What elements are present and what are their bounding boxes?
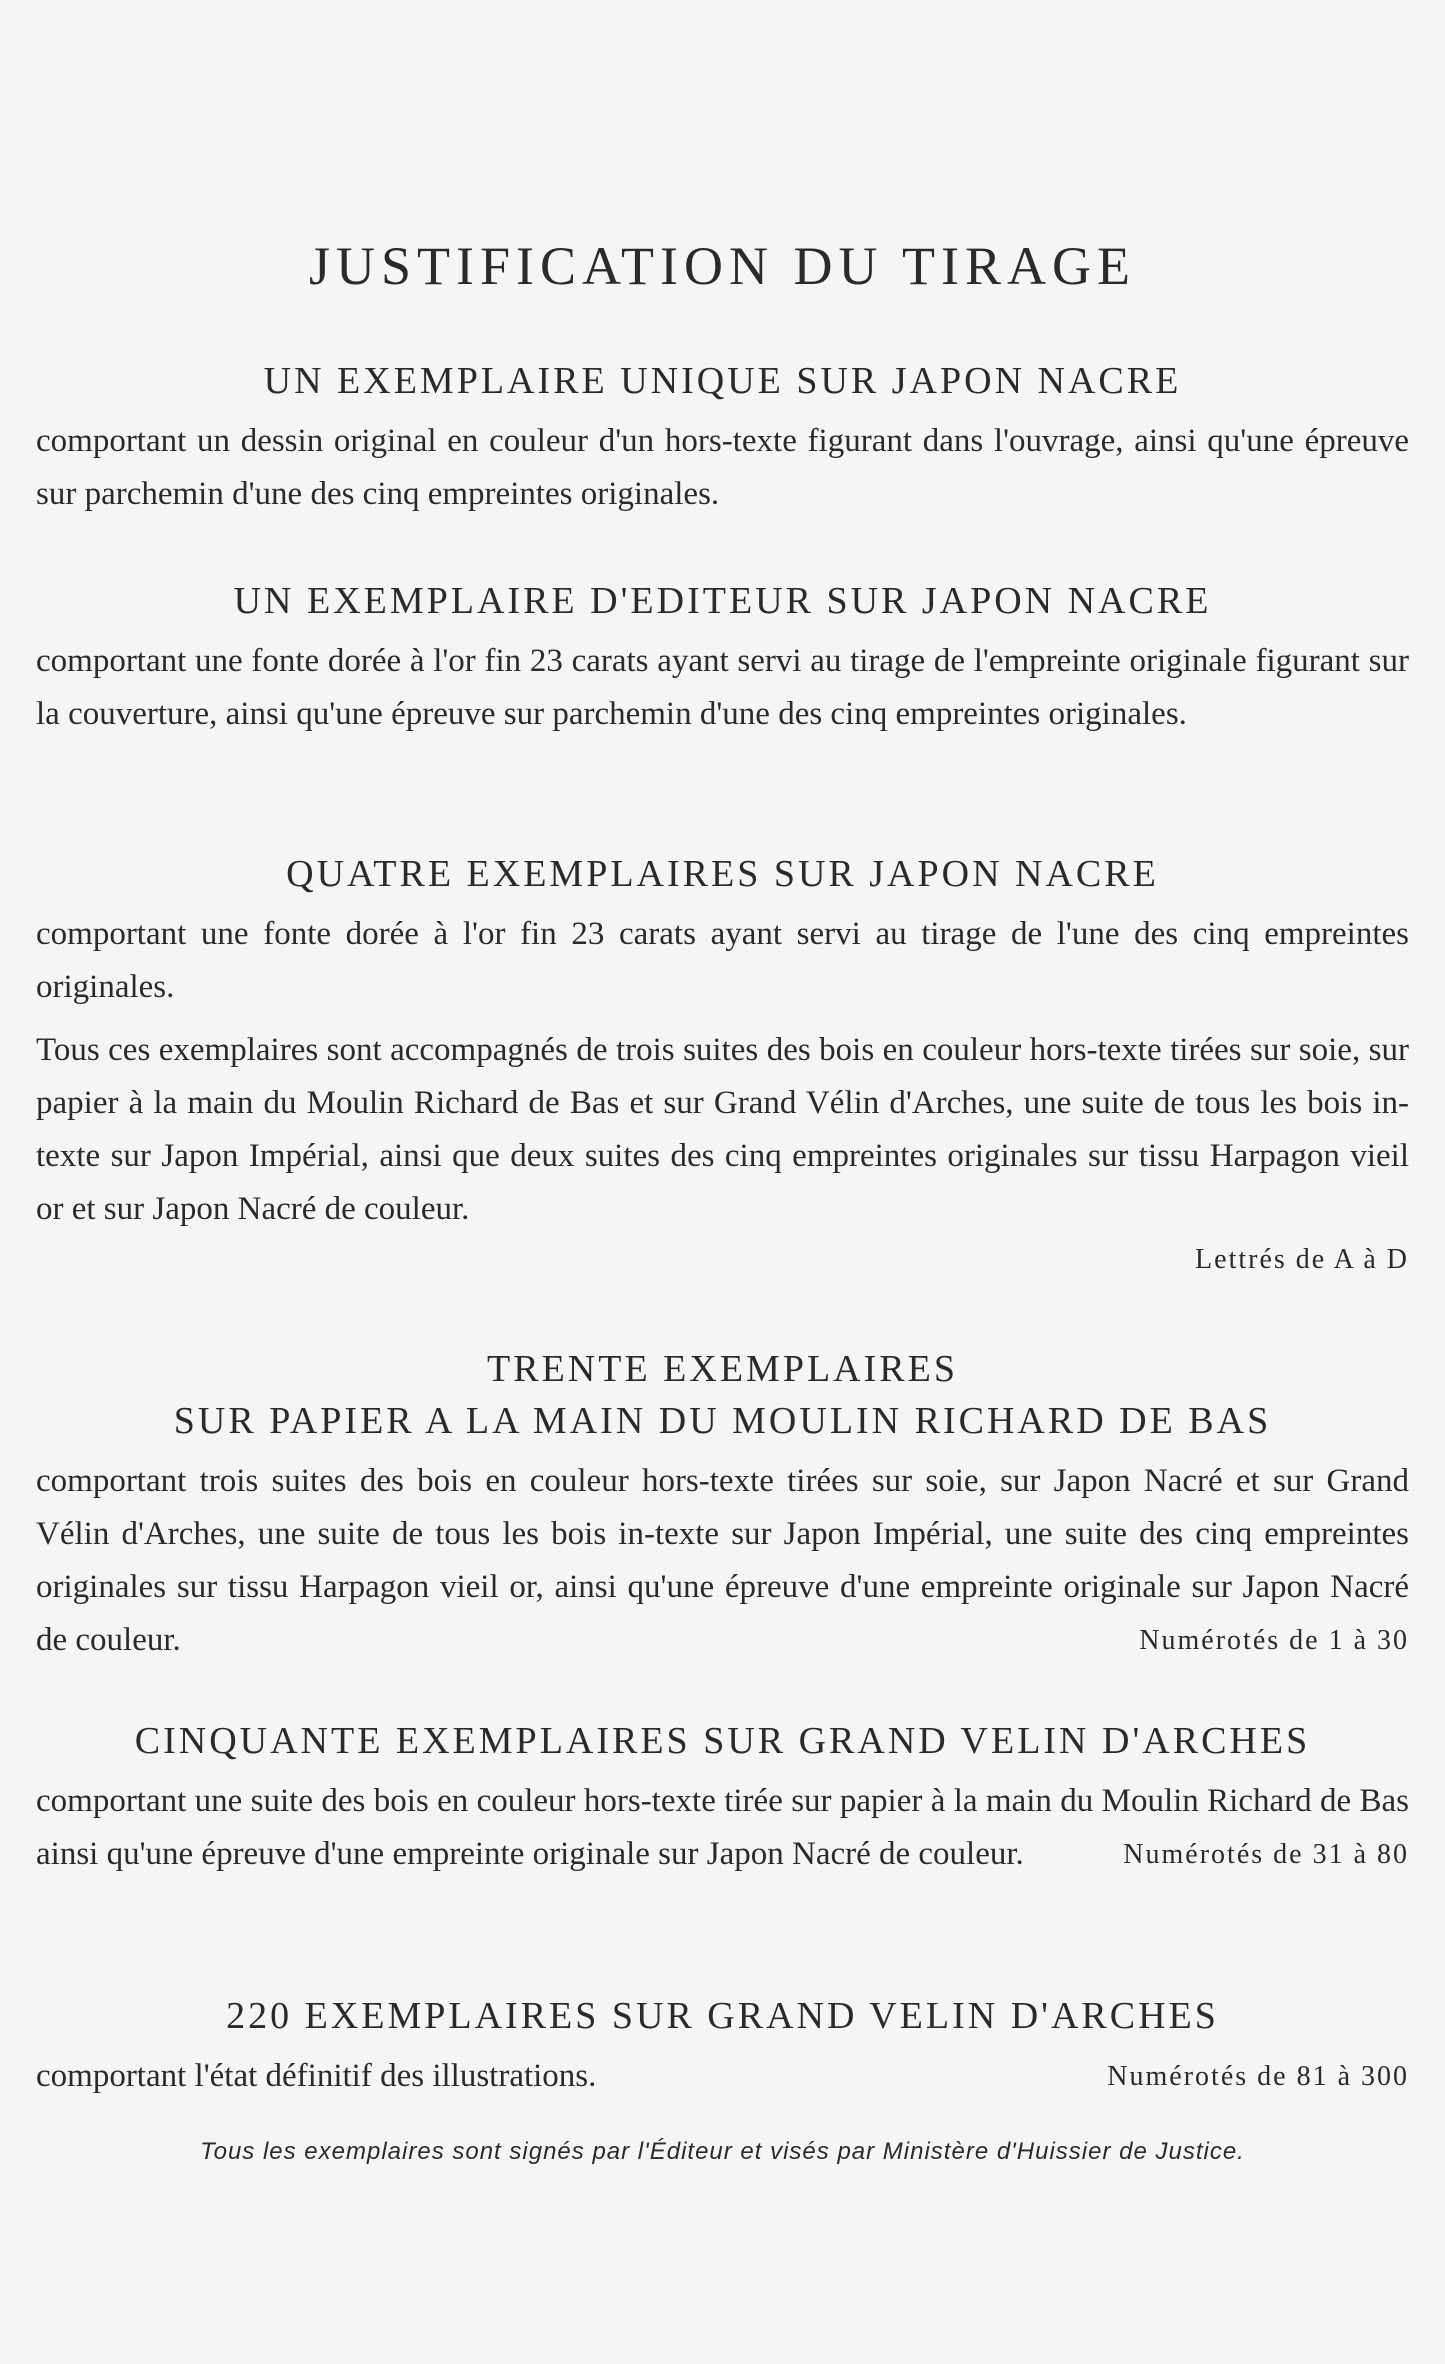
section-heading: CINQUANTE EXEMPLAIRES SUR GRAND VELIN D'ARCHES — [134, 1720, 1311, 1762]
section-body: comportant un dessin original en couleur d'un hors-texte figurant dans l'ouvrage, ainsi qu'une épreuve sur parchemin d'une des cinq empreintes originales. — [36, 423, 1409, 512]
section-body — [36, 2050, 1409, 2103]
section-body: comportant une fonte dorée à l'or fin 23 carats ayant servi au tirage de l'une des cinq empreintes originales. — [36, 916, 1409, 1005]
footer-note: Tous les exemplaires sont signés par l'Éditeur et visés par Ministère d'Huissier de Justice. — [200, 2138, 1245, 2165]
section-trente — [36, 1343, 1409, 1667]
section-heading: UN EXEMPLAIRE D'EDITEUR SUR JAPON NACRE — [233, 580, 1212, 622]
section-quatre — [36, 848, 1409, 1284]
section-heading: QUATRE EXEMPLAIRES SUR JAPON NACRE — [286, 853, 1159, 895]
section-editeur — [36, 575, 1409, 741]
section-220 — [36, 1990, 1409, 2103]
section-body-text: comportant l'état définitif des illustrations. — [36, 2058, 597, 2094]
section-heading: 220 EXEMPLAIRES SUR GRAND VELIN D'ARCHES — [226, 1995, 1219, 2037]
section-body-text: comportant trois suites des bois en couleur hors-texte tirées sur soie, sur Japon Nacré et sur Grand Vélin d'Arches, une suite de tous les bois in-texte sur Japon Impérial, une suite des cinq empreintes originales sur tissu Harpagon vieil or, ainsi qu'une épreuve d'une empreinte originale sur Japon Nacré de couleur. — [36, 1463, 1409, 1658]
section-numbering: Numérotés de 81 à 300 — [1107, 2061, 1409, 2092]
section-numbering: Numérotés de 1 à 30 — [1139, 1625, 1409, 1656]
section-body-extra: Tous ces exemplaires sont accompagnés de trois suites des bois en couleur hors-texte tirées sur soie, sur papier à la main du Moulin Richard de Bas et sur Grand Vélin d'Arches, une suite de tous les bois in-texte sur Japon Impérial, ainsi que deux suites des cinq empreintes originales sur tissu Harpagon vieil or et sur Japon Nacré de couleur. — [36, 1032, 1409, 1227]
section-body — [36, 1775, 1409, 1881]
section-heading: TRENTE EXEMPLAIRES — [487, 1348, 958, 1390]
section-numbering: Lettrés de A à D — [1195, 1244, 1409, 1275]
section-cinquante — [36, 1715, 1409, 1881]
section-numbering: Numérotés de 31 à 80 — [1123, 1839, 1409, 1870]
section-body — [36, 1455, 1409, 1667]
section-body: comportant une fonte dorée à l'or fin 23 carats ayant servi au tirage de l'empreinte originale figurant sur la couverture, ainsi qu'une épreuve sur parchemin d'une des cinq empreintes originales. — [36, 643, 1409, 732]
section-heading: UN EXEMPLAIRE UNIQUE SUR JAPON NACRE — [263, 360, 1182, 402]
page-title: JUSTIFICATION DU TIRAGE — [308, 236, 1136, 296]
section-body-text: comportant une suite des bois en couleur hors-texte tirée sur papier à la main du Moulin Richard de Bas ainsi qu'une épreuve d'une empreinte originale sur Japon Nacré de couleur. — [36, 1783, 1409, 1872]
section-heading-2: SUR PAPIER A LA MAIN DU MOULIN RICHARD DE BAS — [173, 1400, 1272, 1442]
section-unique — [36, 355, 1409, 521]
